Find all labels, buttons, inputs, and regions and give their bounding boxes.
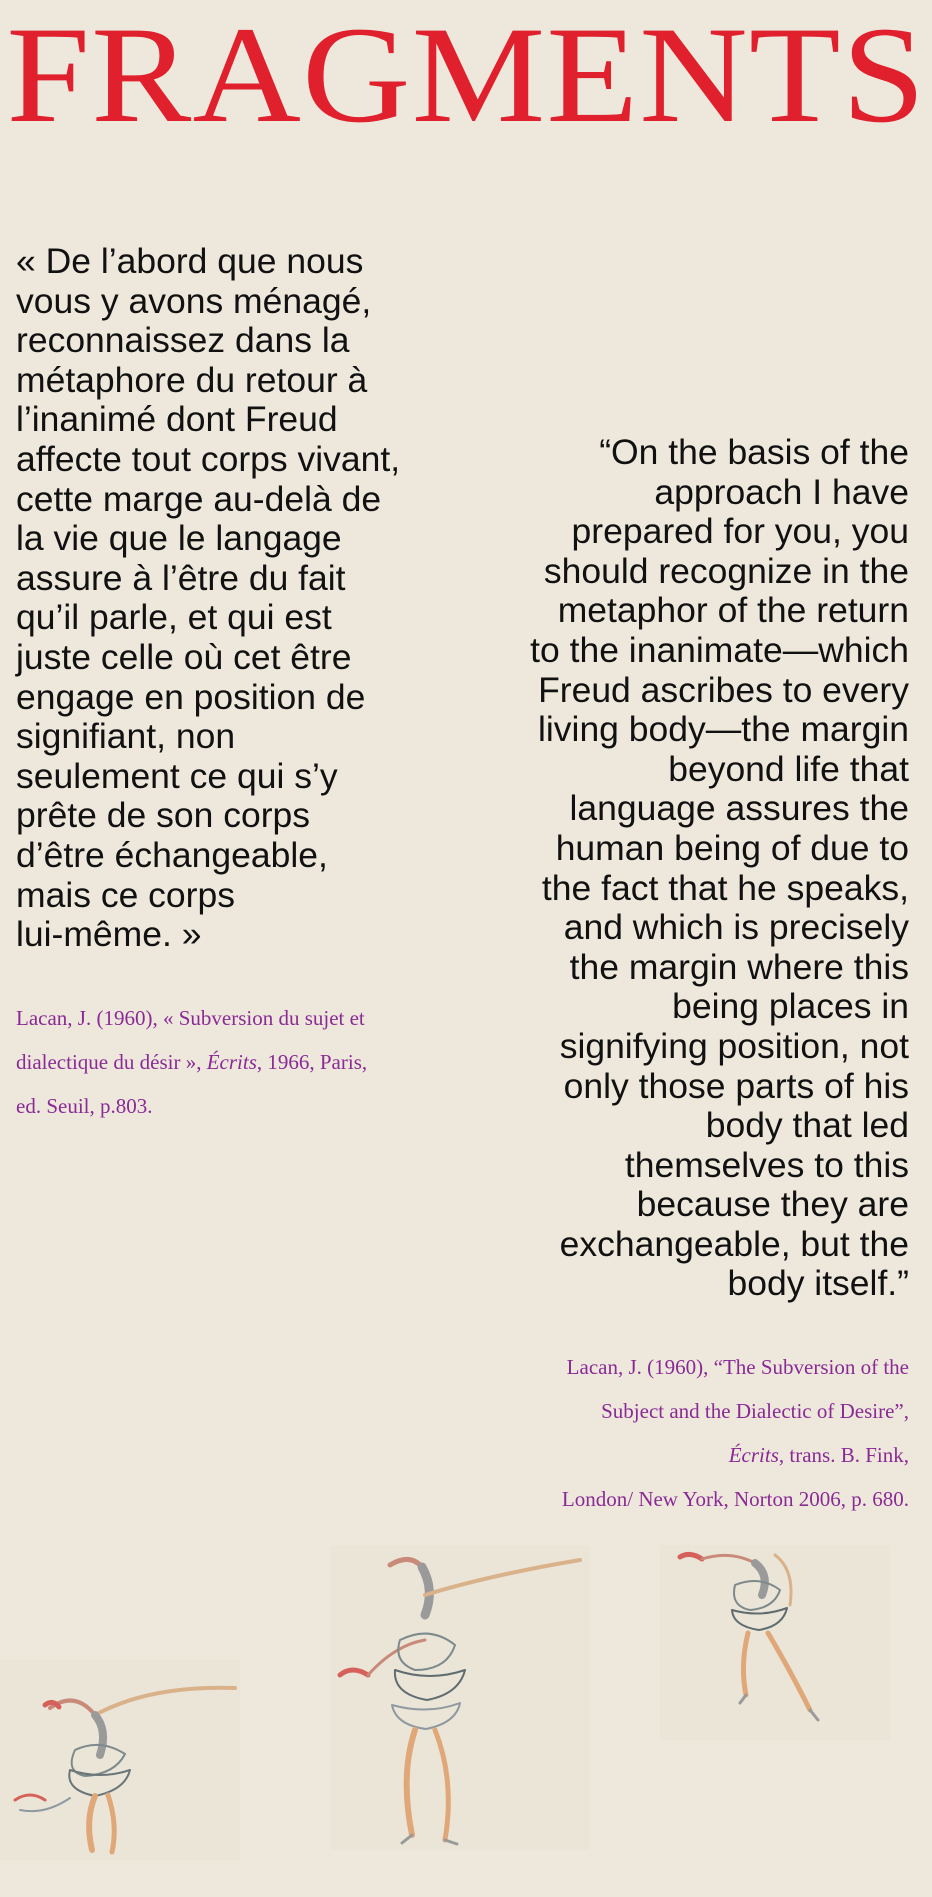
quote-line: juste celle où cet être	[16, 636, 352, 677]
quote-line: cette marge au-delà de	[16, 478, 382, 519]
quote-line: “On the basis of the	[599, 432, 909, 472]
dancer-sketch-icon	[0, 1660, 240, 1860]
masthead-title: FRAGMENTS	[5, 0, 926, 151]
citation-text: Lacan, J. (1960), “The Subversion of the	[566, 1355, 909, 1379]
quote-line: signifiant, non	[16, 716, 236, 757]
citation-work-title: Écrits	[728, 1443, 779, 1467]
citation-work-title: Écrits	[206, 1050, 257, 1074]
quote-line: the fact that he speaks,	[541, 867, 909, 908]
quote-line: metaphor of the return	[557, 590, 909, 631]
dancer-sketch-icon	[330, 1545, 590, 1850]
quote-line: beyond life that	[668, 748, 909, 789]
quote-line: engage en position de	[16, 676, 366, 717]
quote-english	[497, 433, 909, 1304]
quote-line: prepared for you, you	[571, 511, 909, 552]
citation-text: ed. Seuil, p.803.	[16, 1094, 153, 1118]
quote-french	[16, 242, 456, 955]
quote-line: human being of due to	[555, 827, 909, 868]
quote-line: d’être échangeable,	[16, 834, 328, 875]
quote-line: being places in	[672, 986, 909, 1027]
quote-line: assure à l’être du fait	[16, 557, 346, 598]
quote-line: Freud ascribes to every	[538, 669, 909, 710]
quote-line: should recognize in the	[543, 550, 909, 591]
quote-line: « De l’abord que nous	[16, 241, 364, 281]
citation-french	[16, 996, 446, 1128]
quote-line: themselves to this	[624, 1144, 909, 1185]
dancer-sketch-icon	[660, 1545, 890, 1740]
quote-line: living body—the margin	[538, 709, 909, 750]
quote-line: the margin where this	[569, 946, 909, 987]
quote-line: exchangeable, but the	[559, 1223, 909, 1264]
quote-line: body itself.”	[727, 1263, 909, 1304]
quote-line: l’inanimé dont Freud	[16, 399, 338, 440]
citation-text: , 1966, Paris,	[256, 1050, 368, 1074]
citation-text: dialectique du désir »,	[16, 1050, 207, 1074]
quote-line: la vie que le langage	[16, 518, 342, 559]
quote-line: lui-même. »	[16, 914, 202, 955]
citation-english	[470, 1345, 909, 1521]
quote-line: body that led	[705, 1105, 909, 1146]
quote-line: vous y avons ménagé,	[16, 280, 372, 321]
quote-line: prête de son corps	[16, 795, 311, 836]
citation-text: , trans. B. Fink,	[778, 1443, 909, 1467]
quote-line: affecte tout corps vivant,	[16, 438, 401, 479]
quote-line: signifying position, not	[559, 1025, 909, 1066]
quote-line: reconnaissez dans la	[16, 320, 350, 361]
quote-line: seulement ce qui s’y	[16, 755, 338, 796]
citation-text: Subject and the Dialectic of Desire”,	[601, 1399, 909, 1423]
quote-line: qu’il parle, et qui est	[16, 597, 332, 638]
quote-line: only those parts of his	[563, 1065, 909, 1106]
quote-line: to the inanimate—which	[530, 629, 909, 670]
citation-text: Lacan, J. (1960), « Subversion du sujet et	[16, 1006, 365, 1030]
quote-line: because they are	[636, 1184, 909, 1225]
quote-line: métaphore du retour à	[16, 359, 368, 400]
quote-line: approach I have	[654, 471, 909, 512]
quote-line: and which is precisely	[563, 907, 909, 948]
quote-line: language assures the	[569, 788, 909, 829]
quote-line: mais ce corps	[16, 874, 235, 915]
citation-text: London/ New York, Norton 2006, p. 680.	[561, 1487, 909, 1511]
